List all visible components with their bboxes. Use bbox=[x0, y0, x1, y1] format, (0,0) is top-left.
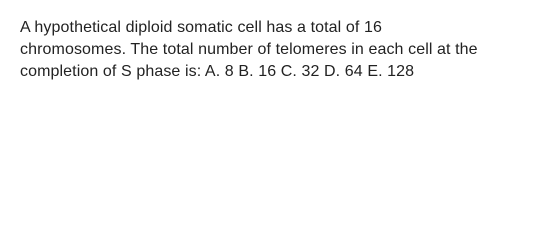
question-line-1: A hypothetical diploid somatic cell has a total of 16 bbox=[20, 19, 382, 36]
page bbox=[0, 0, 558, 105]
question-line-2: chromosomes. The total number of telomeres in each cell at the bbox=[20, 41, 478, 58]
question-line-3: completion of S phase is: A. 8 B. 16 C. 32 D. 64 E. 128 bbox=[20, 63, 415, 80]
question-text bbox=[20, 17, 540, 83]
